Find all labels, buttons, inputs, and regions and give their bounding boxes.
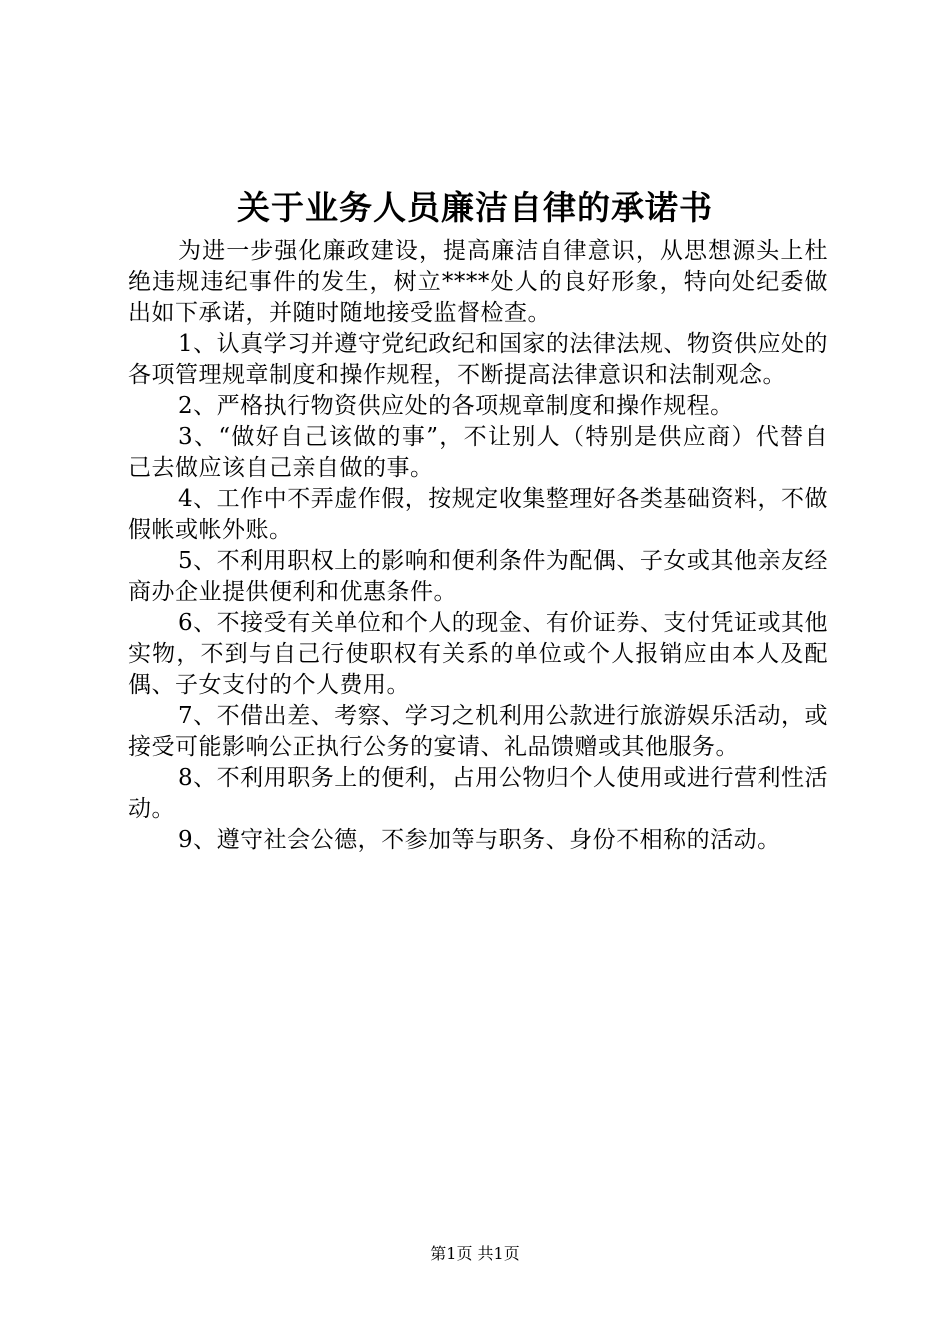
document-body — [128, 236, 828, 856]
commitment-item-4: 4、工作中不弄虚作假，按规定收集整理好各类基础资料，不做假帐或帐外账。 — [128, 486, 828, 543]
commitment-item-9: 9、遵守社会公德，不参加等与职务、身份不相称的活动。 — [178, 827, 781, 853]
commitment-item-7: 7、不借出差、考察、学习之机利用公款进行旅游娱乐活动，或接受可能影响公正执行公务的宴请、礼品馈赠或其他服务。 — [128, 703, 828, 760]
commitment-item-8: 8、不利用职务上的便利，占用公物归个人使用或进行营利性活动。 — [128, 765, 828, 822]
page-number-footer: 第1页 共1页 — [430, 1244, 520, 1263]
intro-paragraph: 为进一步强化廉政建设，提高廉洁自律意识，从思想源头上杜绝违规违纪事件的发生，树立****处人的良好形象，特向处纪委做出如下承诺，并随时随地接受监督检查。 — [128, 238, 828, 326]
commitment-item-5: 5、不利用职权上的影响和便利条件为配偶、子女或其他亲友经商办企业提供便利和优惠条件。 — [128, 548, 828, 605]
commitment-item-2: 2、严格执行物资供应处的各项规章制度和操作规程。 — [178, 393, 734, 419]
document-title: 关于业务人员廉洁自律的承诺书 — [237, 188, 713, 227]
commitment-item-1: 1、认真学习并遵守党纪政纪和国家的法律法规、物资供应处的各项管理规章制度和操作规程，不断提高法律意识和法制观念。 — [128, 331, 828, 388]
commitment-item-3: 3、“做好自己该做的事”，不让别人（特别是供应商）代替自己去做应该自己亲自做的事。 — [128, 424, 828, 481]
commitment-item-6: 6、不接受有关单位和个人的现金、有价证券、支付凭证或其他实物，不到与自己行使职权有关系的单位或个人报销应由本人及配偶、子女支付的个人费用。 — [128, 610, 828, 698]
